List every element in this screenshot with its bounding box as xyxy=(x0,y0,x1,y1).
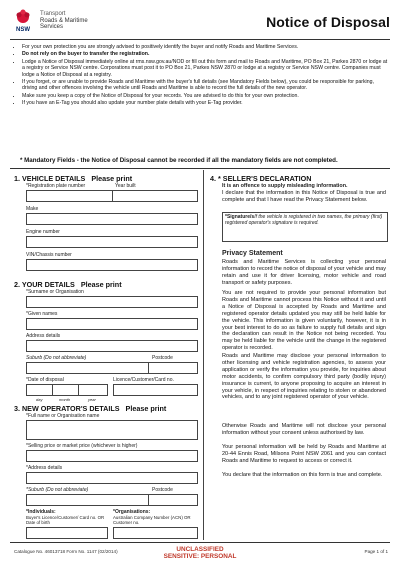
intro-item: • If you forget, or are unable to provide Roads and Maritime with the buyer's full details (see Mandatory Fields below), you could be responsible for parking, driving and other offences involving the vehicle until Roads and Maritime is able to record the full details of the new operator. xyxy=(22,79,388,92)
given-names-label: *Given names xyxy=(26,311,58,317)
field-divider xyxy=(112,190,113,201)
intro-item: • Lodge a Notice of Disposal immediately online at rms.nsw.gov.au/NOD or fill out this form and mail to Roads and Maritime, PO Box 21, Parkes 2870 or lodge at a registry or Service NSW centre. Corporations must post it to PO Box 21, Parkes NSW 2870 or lodge at a registry or Service NSW centre. Companies must lodge a Notice of Disposal at a registry. xyxy=(22,59,388,78)
postcode-label: Postcode xyxy=(152,355,173,361)
individuals-hint: Buyer's Licence/Customer/ Card no. OR Date of birth xyxy=(26,515,105,525)
address-label: Address details xyxy=(26,333,61,339)
privacy-title: Privacy Statement xyxy=(222,250,283,257)
month-hint: month xyxy=(59,397,71,402)
agency-name xyxy=(40,11,88,31)
intro-bullets xyxy=(14,44,388,108)
surname-label: *Surname or Organisation xyxy=(26,289,84,295)
organisations-hint: Australian Company Number (ACN) OR Customer no. xyxy=(113,515,191,525)
vin-label: VIN/Chassis number xyxy=(26,252,72,258)
column-divider xyxy=(203,170,204,540)
price-field[interactable] xyxy=(26,450,198,462)
field-divider xyxy=(52,384,53,395)
intro-item: • Make sure you keep a copy of the Notice of Disposal for your records. You are advised to do this for your own protection. xyxy=(22,93,388,99)
catalogue-number: Catalogue No. 46013718 Form No. 1147 (02/2014) xyxy=(14,549,118,554)
intro-item: • For your own protection you are strongly advised to positively identify the buyer and notify Roads and Maritime Services. xyxy=(22,44,388,50)
section-2-title: 2. YOUR DETAILS Please print xyxy=(14,280,122,289)
individuals-label: *Individuals: xyxy=(26,509,56,515)
field-divider xyxy=(148,494,149,505)
privacy-paragraph: You are not required to provide your personal information but Roads and Maritime cannot process this Notice without it and until a Notice of Disposal is accepted by Roads and Maritime and registered operator details updated you may still be held liable for the vehicle. This information is given voluntarily, however, it is in your best interest to do so as failure to supply full details and sign the declaration can result in the Notice not being recorded. You may be held liable for the vehicle until the change in the registered operator is recorded. xyxy=(222,290,386,352)
price-label: *Selling price or market price (whichever is higher) xyxy=(26,443,138,449)
fullname-field[interactable] xyxy=(26,420,198,440)
signature-label: *Signature/sIf the vehicle is registered in two names, the primary (first) registered operator's signature is required. xyxy=(225,214,383,227)
page-number: Page 1 of 1 xyxy=(364,549,388,554)
privacy-paragraph: You declare that the information on this form is true and complete. xyxy=(222,472,383,478)
fullname-label: *Full name or Organisation name xyxy=(26,413,100,419)
vin-field[interactable] xyxy=(26,259,198,271)
suburb-postcode-field[interactable] xyxy=(26,362,198,374)
privacy-paragraph: Roads and Maritime may disclose your personal information to other licensing and vehicle registration agencies, to assess your application or verify the information you provide, for inquiries about motor accidents, to confirm compulsory third party (bodily injury) insurance is current, to anyone proposing to acquire an interest in your vehicle, in respect of inquiries relating to stolen or abandoned vehicles, and to any joint registered operator of your vehicle. xyxy=(222,353,386,401)
new-suburb-postcode-field[interactable] xyxy=(26,494,198,506)
field-divider xyxy=(148,362,149,373)
section-4-title: 4. * SELLER'S DECLARATION xyxy=(210,174,312,183)
privacy-paragraph: Otherwise Roads and Maritime will not disclose your personal information without your consent unless authorised by law. xyxy=(222,423,386,436)
footer-divider xyxy=(10,542,390,543)
new-suburb-label: *Suburb (Do not abbreviate) xyxy=(26,487,89,493)
given-names-field[interactable] xyxy=(26,318,198,330)
section-3-title: 3. NEW OPERATOR'S DETAILS Please print xyxy=(14,404,167,413)
page-title: Notice of Disposal xyxy=(266,14,390,30)
make-label: Make xyxy=(26,206,39,212)
year-hint: year xyxy=(88,397,96,402)
svg-text:NSW: NSW xyxy=(16,27,30,33)
acn-field[interactable] xyxy=(113,527,198,539)
section-divider xyxy=(10,168,390,169)
licence-field[interactable] xyxy=(113,384,198,396)
plate-label: *Registration plate number xyxy=(26,183,86,189)
privacy-paragraph: Roads and Maritime Services is collecting your personal information to record the notice of disposal of your vehicle and may retain and use it for driver licensing, motor vehicle and road transport or safety purposes. xyxy=(222,259,386,286)
address-field[interactable] xyxy=(26,340,198,352)
mandatory-note: * Mandatory Fields - the Notice of Disposal cannot be recorded if all the mandatory fields are not completed. xyxy=(20,157,338,164)
engine-field[interactable] xyxy=(26,236,198,248)
agency-line-2: Roads & Maritime xyxy=(40,17,88,24)
organisations-label: *Organisations: xyxy=(113,509,151,515)
date-label: *Date of disposal xyxy=(26,377,64,383)
surname-field[interactable] xyxy=(26,296,198,308)
suburb-label: Suburb (Do not abbreviate) xyxy=(26,355,87,361)
date-of-disposal-field[interactable] xyxy=(26,384,108,396)
intro-item: • If you have an E-Tag you should also update your number plate details with your E-Tag provider. xyxy=(22,100,388,106)
make-field[interactable] xyxy=(26,213,198,225)
new-address-label: *Address details xyxy=(26,465,63,471)
agency-line-1: Transport xyxy=(40,11,66,17)
licence-label: Licence/Customer/Card no. xyxy=(113,377,174,383)
privacy-paragraph: Your personal information will be held by Roads and Maritime at 20-44 Ennis Road, Milsons Point NSW 2061 and you can contact Roads and Maritime to request to access or correct it. xyxy=(222,444,386,464)
offence-warning: It is an offence to supply misleading information. xyxy=(222,183,348,189)
nsw-waratah-logo-icon xyxy=(10,8,36,34)
section-1-title: 1. VEHICLE DETAILS Please print xyxy=(14,174,133,183)
new-address-field[interactable] xyxy=(26,472,198,484)
field-divider xyxy=(78,384,79,395)
classification-label: UNCLASSIFIED SENSITIVE: PERSONAL xyxy=(163,546,237,560)
buyer-licence-field[interactable] xyxy=(26,527,108,539)
intro-item: • Do not rely on the buyer to transfer the registration. xyxy=(22,51,388,57)
engine-label: Engine number xyxy=(26,229,60,235)
new-postcode-label: Postcode xyxy=(152,487,173,493)
agency-line-3: Services xyxy=(40,24,64,30)
header xyxy=(10,8,390,38)
declaration-text: I declare that the information in this Notice of Disposal is true and complete and that I have read the Privacy Statement below. xyxy=(222,190,386,203)
header-divider xyxy=(10,39,390,40)
day-hint: day xyxy=(36,397,43,402)
year-label: Year built xyxy=(115,183,136,189)
